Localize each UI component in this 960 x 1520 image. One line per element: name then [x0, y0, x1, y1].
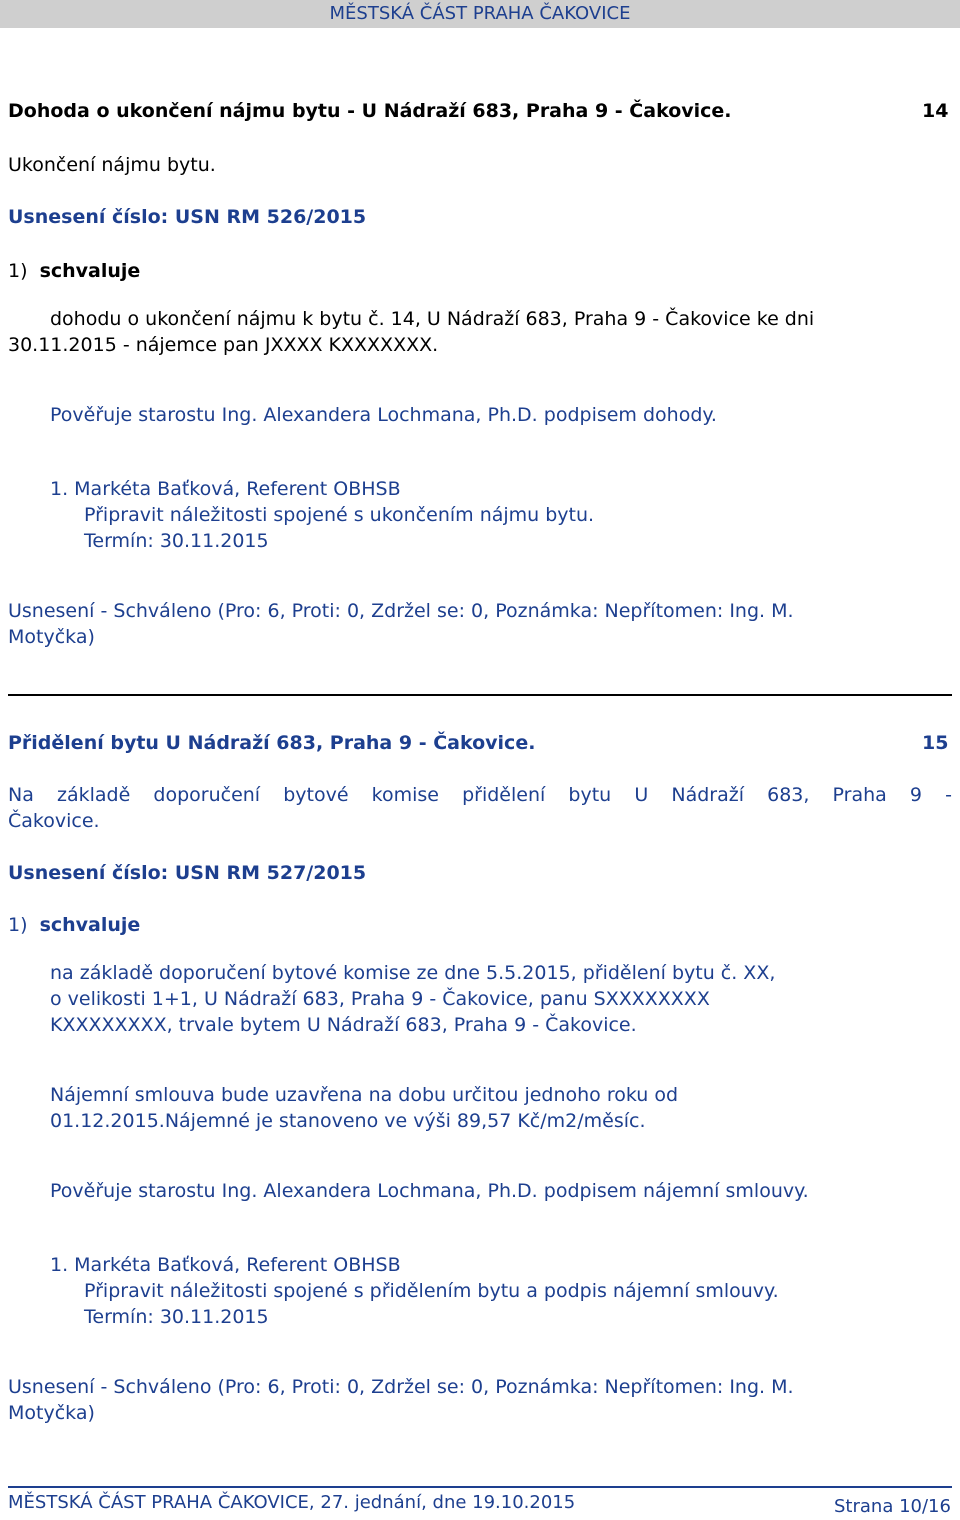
item14-resolution-number: Usnesení číslo: USN RM 526/2015 — [8, 206, 367, 228]
item14-task-deadline: Termín: 30.11.2015 — [84, 530, 269, 552]
section-divider — [8, 694, 952, 696]
item14-vote-line2: Motyčka) — [8, 626, 95, 648]
item14-point-number: 1) — [8, 260, 28, 282]
item14-mandate: Pověřuje starostu Ing. Alexandera Lochmana, Ph.D. podpisem dohody. — [50, 404, 717, 426]
item15-subject-line1: Na základě doporučení bytové komise přidělení bytu U Nádraží 683, Praha 9 - — [8, 784, 952, 806]
item15-subject-line2: Čakovice. — [8, 810, 100, 832]
header-title: MĚSTSKÁ ČÁST PRAHA ČAKOVICE — [329, 3, 631, 24]
item14-task-text: Připravit náležitosti spojené s ukončením nájmu bytu. — [84, 504, 595, 526]
item15-task-deadline: Termín: 30.11.2015 — [84, 1306, 269, 1328]
page-header — [0, 0, 960, 28]
item15-point-number: 1) — [8, 914, 28, 936]
footer-rule — [8, 1486, 952, 1488]
item15-task-person: 1. Markéta Baťková, Referent OBHSB — [50, 1254, 401, 1276]
item15-lease-line2: 01.12.2015.Nájemné je stanoveno ve výši 89,57 Kč/m2/měsíc. — [50, 1110, 646, 1132]
item15-lease-line1: Nájemní smlouva bude uzavřena na dobu určitou jednoho roku od — [50, 1084, 679, 1106]
item15-point-verb: schvaluje — [39, 914, 141, 936]
item14-vote-line1: Usnesení - Schváleno (Pro: 6, Proti: 0, Zdržel se: 0, Poznámka: Nepřítomen: Ing. M. — [8, 600, 794, 622]
item15-vote-line1: Usnesení - Schváleno (Pro: 6, Proti: 0, Zdržel se: 0, Poznámka: Nepřítomen: Ing. M. — [8, 1376, 794, 1398]
item14-point-verb: schvaluje — [39, 260, 141, 282]
item15-text-line1: na základě doporučení bytové komise ze dne 5.5.2015, přidělení bytu č. XX, — [50, 962, 776, 984]
item15-point — [8, 912, 140, 938]
footer-meeting: MĚSTSKÁ ČÁST PRAHA ČAKOVICE, 27. jednání, dne 19.10.2015 — [8, 1492, 576, 1513]
item15-text-line3: KXXXXXXXX, trvale bytem U Nádraží 683, Praha 9 - Čakovice. — [50, 1014, 637, 1036]
item14-title: Dohoda o ukončení nájmu bytu - U Nádraží 683, Praha 9 - Čakovice. — [8, 100, 732, 122]
item15-resolution-number: Usnesení číslo: USN RM 527/2015 — [8, 862, 367, 884]
item14-task-person: 1. Markéta Baťková, Referent OBHSB — [50, 478, 401, 500]
item15-number: 15 — [922, 732, 949, 754]
footer-page-number: Strana 10/16 — [834, 1496, 951, 1517]
item14-subject: Ukončení nájmu bytu. — [8, 154, 216, 176]
item15-vote-line2: Motyčka) — [8, 1402, 95, 1424]
item15-task-text: Připravit náležitosti spojené s přidělením bytu a podpis nájemní smlouvy. — [84, 1280, 779, 1302]
item14-text-line2: 30.11.2015 - nájemce pan JXXXX KXXXXXXX. — [8, 334, 439, 356]
item15-title: Přidělení bytu U Nádraží 683, Praha 9 - Čakovice. — [8, 732, 536, 754]
item14-number: 14 — [922, 100, 949, 122]
item14-text-line1: dohodu o ukončení nájmu k bytu č. 14, U Nádraží 683, Praha 9 - Čakovice ke dni — [50, 308, 815, 330]
item15-mandate: Pověřuje starostu Ing. Alexandera Lochmana, Ph.D. podpisem nájemní smlouvy. — [50, 1180, 809, 1202]
item15-text-line2: o velikosti 1+1, U Nádraží 683, Praha 9 - Čakovice, panu SXXXXXXXX — [50, 988, 710, 1010]
item14-point — [8, 258, 140, 284]
